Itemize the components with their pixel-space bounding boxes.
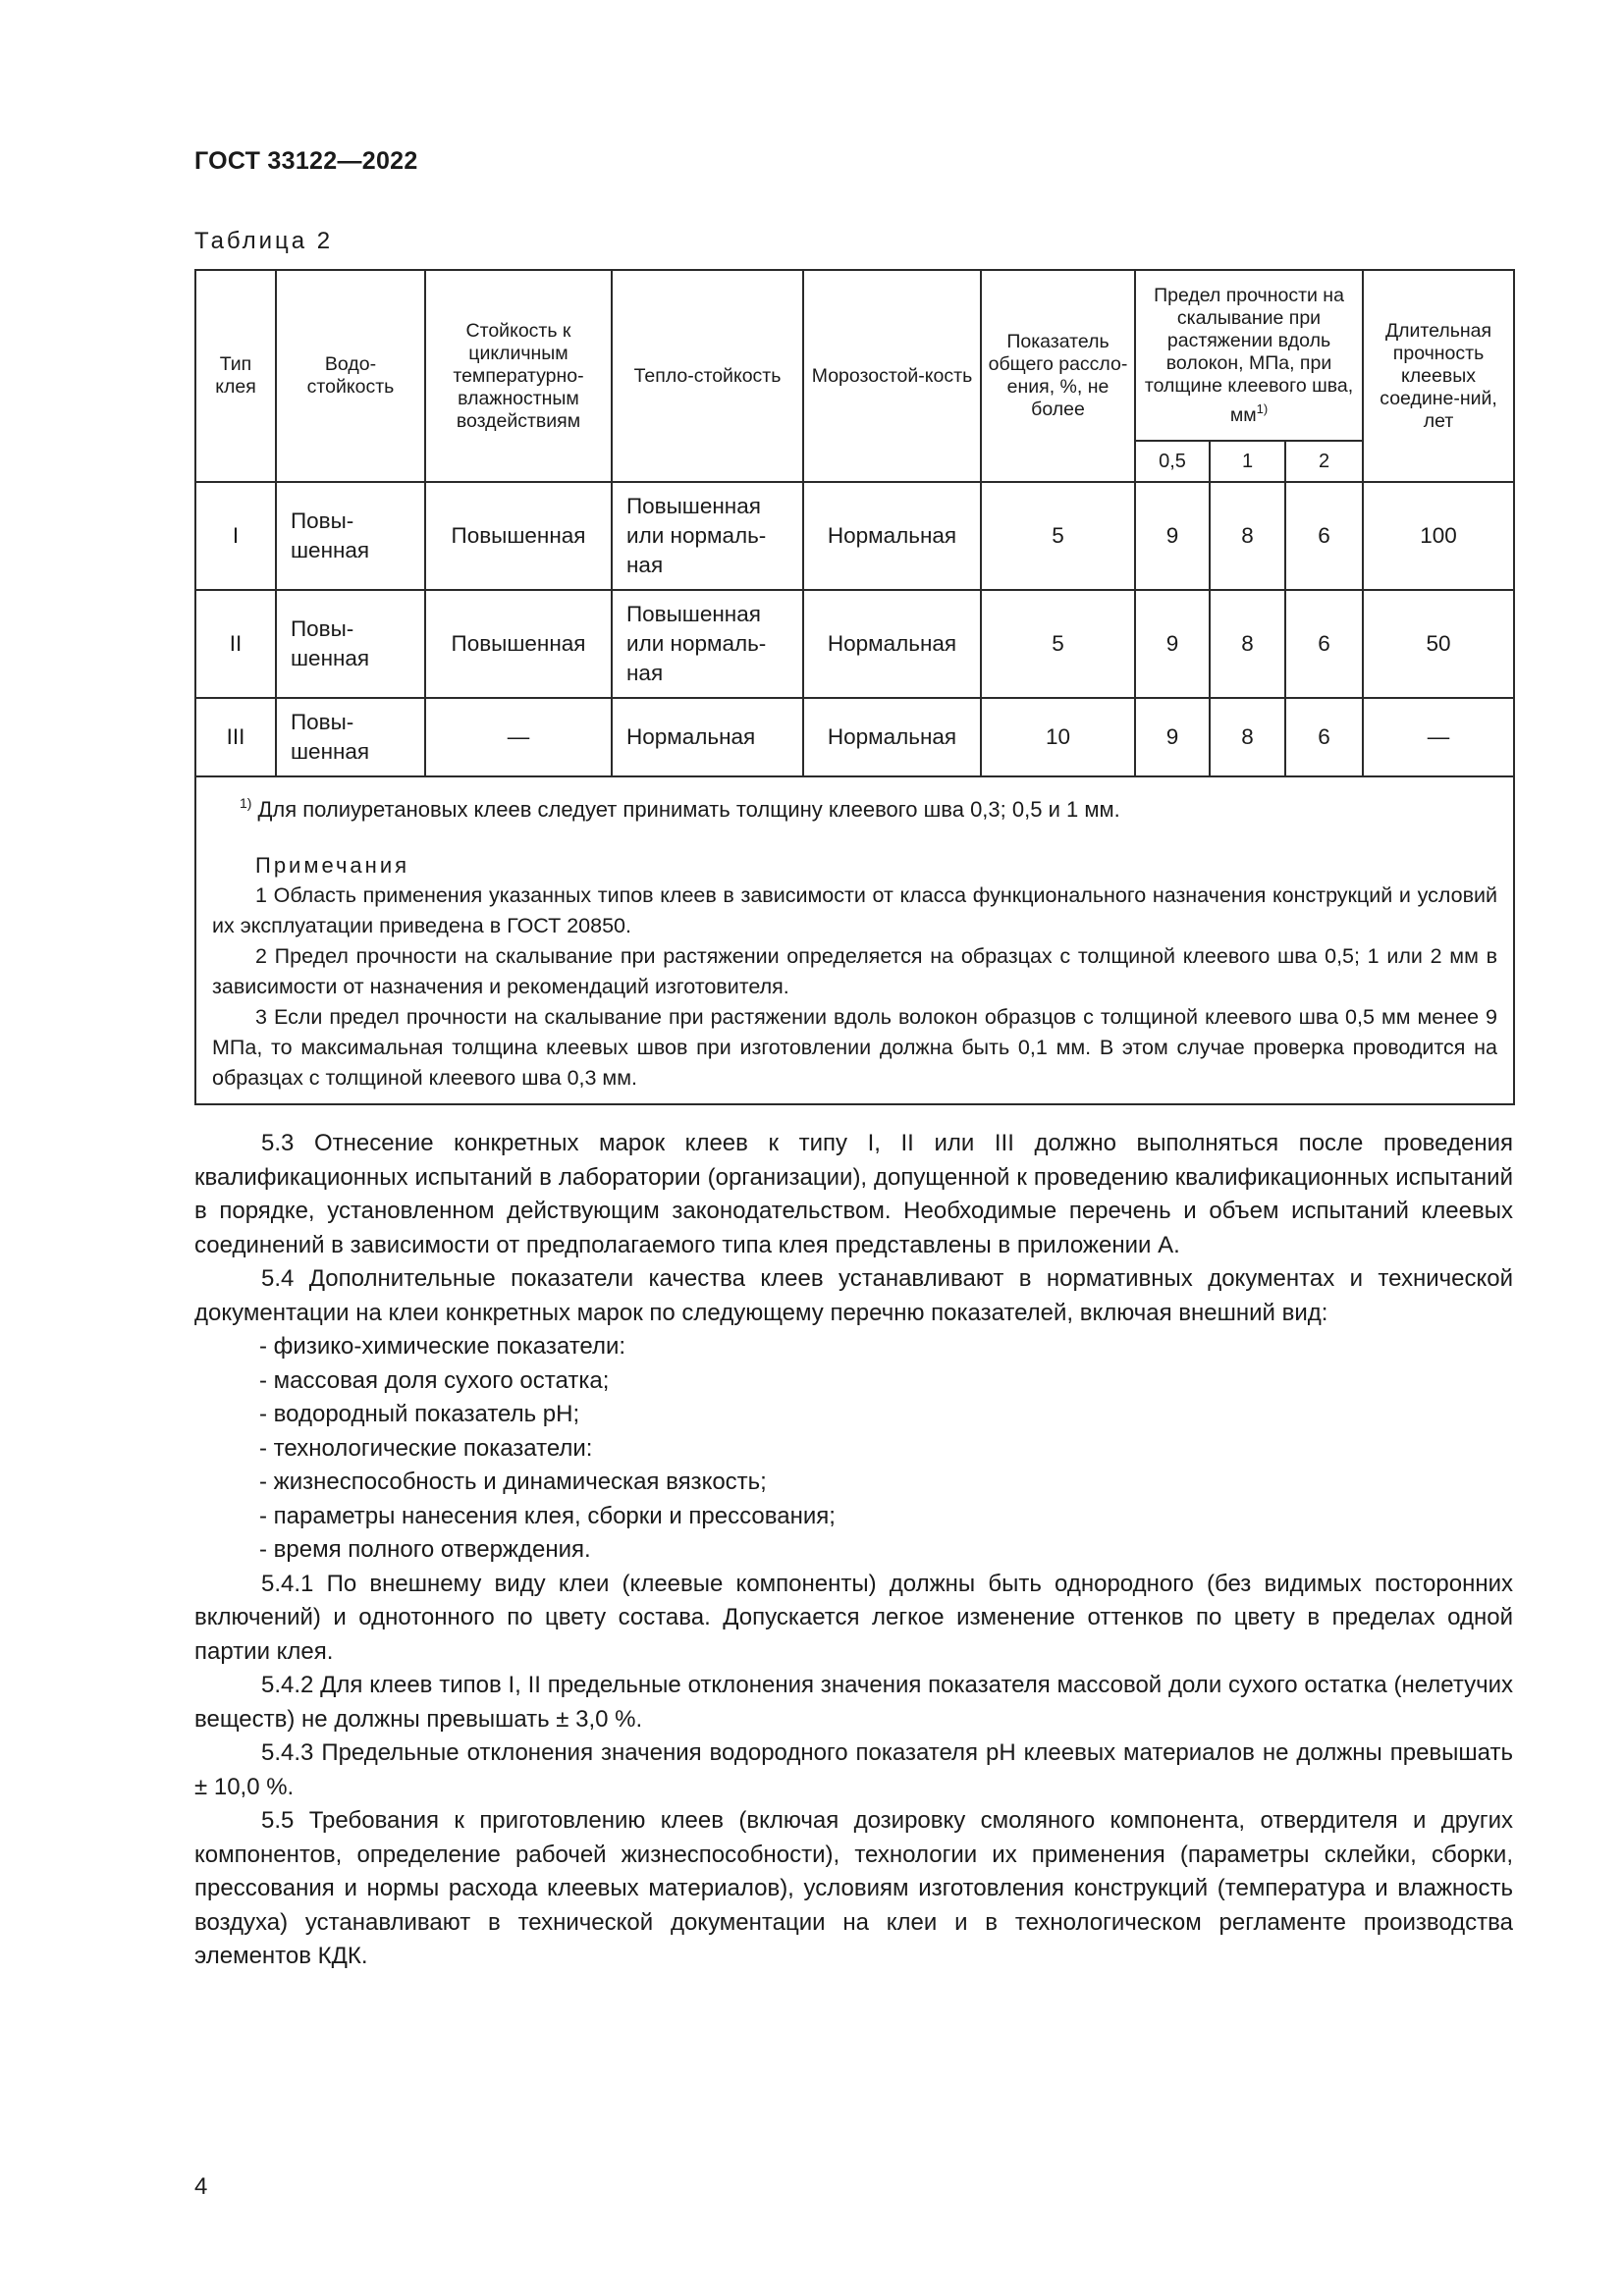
cell-type: II [195,590,276,698]
cell-cyclic: Повышенная [425,590,612,698]
table-caption: Таблица 2 [194,228,334,254]
cell-shear-05: 9 [1135,482,1210,590]
note-item: 3 Если предел прочности на скалывание при растяжении вдоль волокон образцов с толщиной клеевого шва 0,5 мм менее 9 МПа, то максимальная толщина клеевых швов при изготовлении должна быть 0,1 мм. В этом случае проверка проводится на образцах с толщиной клеевого шва 0,3 мм. [212,1005,1498,1090]
paragraph-5-4-3: 5.4.3 Предельные отклонения значения водородного показателя pH клеевых материалов не должны превышать ± 10,0 %. [194,1739,1513,1800]
cell-type: I [195,482,276,590]
cell-shear-1: 8 [1210,698,1285,776]
page-number: 4 [194,2173,208,2200]
cell-shear-2: 6 [1285,698,1363,776]
header-type: Тип клея [195,270,276,482]
table-footnote [212,787,1497,826]
cell-durability: 50 [1363,590,1514,698]
cell-cyclic: Повышенная [425,482,612,590]
paragraph-5-4-2: 5.4.2 Для клеев типов I, II предельные отклонения значения показателя массовой доли сухого остатка (нелетучих веществ) не должны превышать ± 3,0 %. [194,1672,1513,1733]
paragraph-5-4: 5.4 Дополнительные показатели качества клеев устанавливают в нормативных документах и технической документации на клеи конкретных марок по следующему перечню показателей, включая внешний вид: [194,1265,1513,1326]
header-water: Водо-стойкость [276,270,425,482]
footnote-text: Для полиуретановых клеев следует принимать толщину клеевого шва 0,3; 0,5 и 1 мм. [257,797,1120,822]
cell-shear-1: 8 [1210,482,1285,590]
header-heat: Тепло-стойкость [612,270,803,482]
header-shear-text: Предел прочности на скалывание при растяжении вдоль волокон, МПа, при толщине клеевого шва, мм [1144,284,1354,426]
list-item: - время полного отверждения. [259,1536,591,1563]
header-durability: Длительная прочность клеевых соедине-ний, лет [1363,270,1514,482]
cell-frost: Нормальная [803,590,981,698]
list-item: - параметры нанесения клея, сборки и прессования; [259,1502,836,1529]
indicator-list [194,1330,1513,1568]
cell-heat: Повышенная или нормаль-ная [612,590,803,698]
table-notes-cell [195,776,1514,1104]
table-row [195,590,1514,698]
note-item: 2 Предел прочности на скалывание при растяжении определяется на образцах с толщиной клеевого шва 0,5; 1 или 2 мм в зависимости от назначения и рекомендаций изготовителя. [212,944,1498,998]
note-item: 1 Область применения указанных типов клеев в зависимости от класса функционального назначения конструкций и условий их эксплуатации приведена в ГОСТ 20850. [212,883,1498,937]
list-item: - физико-химические показатели: [259,1333,626,1360]
cell-heat: Нормальная [612,698,803,776]
notes-title: Примечания [255,853,410,878]
cell-type: III [195,698,276,776]
paragraph-5-4-1: 5.4.1 По внешнему виду клеи (клеевые компоненты) должны быть однородного (без видимых посторонних включений) и однотонного по цвету состава. Допускается легкое изменение оттенков по цвету в пределах одной партии клея. [194,1570,1513,1665]
header-frost: Морозостой-кость [803,270,981,482]
paragraph-5-3: 5.3 Отнесение конкретных марок клеев к типу I, II или III должно выполняться после проведения квалификационных испытаний в лаборатории (организации), допущенной к проведению квалификационных испытаний в порядке, установленном действующим законодательством. Необходимые перечень и объем испытаний клеевых соединений в зависимости от предполагаемого типа клея представлены в приложении А. [194,1130,1513,1258]
header-shear-strength [1135,270,1363,441]
cell-cyclic: — [425,698,612,776]
cell-shear-2: 6 [1285,482,1363,590]
header-thickness-1: 1 [1210,441,1285,482]
list-item: - массовая доля сухого остатка; [259,1366,610,1394]
adhesive-types-table [194,269,1515,1105]
body-text [194,1127,1513,1974]
cell-water: Повы-шенная [276,590,425,698]
cell-water: Повы-шенная [276,482,425,590]
header-thickness-2: 2 [1285,441,1363,482]
list-item: - технологические показатели: [259,1434,593,1462]
cell-durability: — [1363,698,1514,776]
cell-delamination: 5 [981,482,1135,590]
header-cyclic: Стойкость к цикличным температурно-влажностным воздействиям [425,270,612,482]
cell-water: Повы-шенная [276,698,425,776]
cell-durability: 100 [1363,482,1514,590]
footnote-mark: 1) [240,795,252,811]
cell-shear-1: 8 [1210,590,1285,698]
table-header-row [195,270,1514,441]
header-thickness-05: 0,5 [1135,441,1210,482]
table-notes-row [195,776,1514,1104]
table-row [195,482,1514,590]
header-shear-footnote-mark: 1) [1256,400,1269,416]
cell-shear-2: 6 [1285,590,1363,698]
cell-shear-05: 9 [1135,590,1210,698]
cell-frost: Нормальная [803,482,981,590]
header-delamination: Показатель общего рассло-ения, %, не более [981,270,1135,482]
document-code: ГОСТ 33122—2022 [194,147,418,175]
cell-heat: Повышенная или нормаль-ная [612,482,803,590]
table-row [195,698,1514,776]
cell-frost: Нормальная [803,698,981,776]
paragraph-5-5: 5.5 Требования к приготовлению клеев (включая дозировку смоляного компонента, отвердителя и других компонентов, определение рабочей жизнеспособности), технологии их применения (параметры склейки, сборки, прессования и нормы расхода клеевых материалов), условиям изготовления конструкций (температура и влажность воздуха) устанавливают в технической документации на клеи и в технологическом регламенте производства элементов КДК. [194,1807,1513,1969]
cell-delamination: 10 [981,698,1135,776]
list-item: - жизнеспособность и динамическая вязкость; [259,1468,767,1495]
list-item: - водородный показатель pH; [259,1401,580,1427]
cell-shear-05: 9 [1135,698,1210,776]
cell-delamination: 5 [981,590,1135,698]
